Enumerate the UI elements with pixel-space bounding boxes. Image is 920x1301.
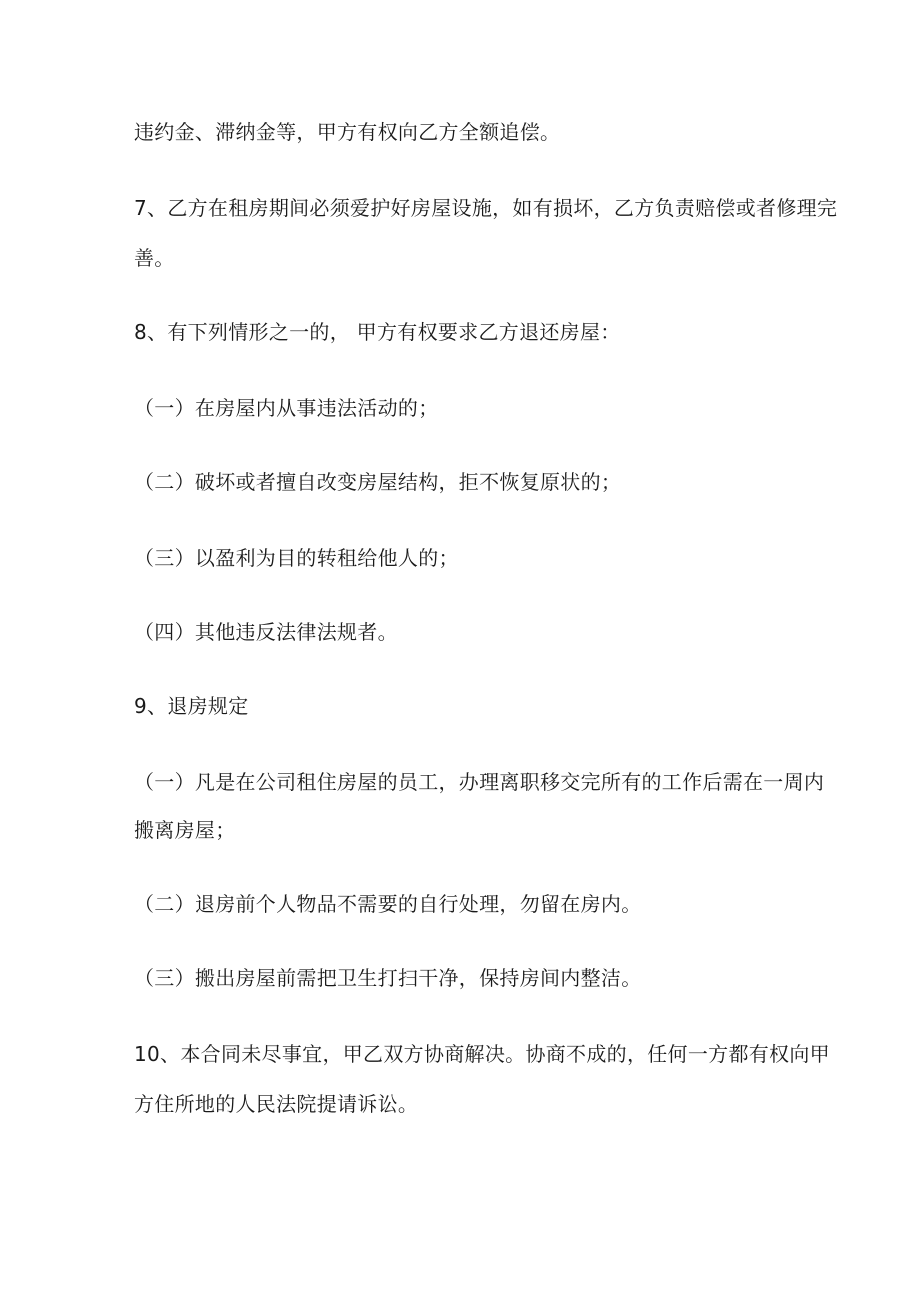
clause-10-line-1: 10、本合同未尽事宜，甲乙双方协商解决。协商不成的，任何一方都有权向甲 (134, 1042, 830, 1066)
clause-7-line-1: 7、乙方在租房期间必须爱护好房屋设施，如有损坏，乙方负责赔偿或者修理完 (134, 196, 838, 220)
clause-9-item-3: （三）搬出房屋前需把卫生打扫干净，保持房间内整洁。 (134, 966, 642, 990)
clause-9-item-1-line-2: 搬离房屋； (134, 818, 236, 842)
paragraph-line-penalty-continuation: 违约金、滞纳金等，甲方有权向乙方全额追偿。 (134, 120, 561, 144)
clause-7-line-2: 善。 (134, 246, 175, 270)
clause-8-item-2: （二）破坏或者擅自改变房屋结构，拒不恢复原状的； (134, 470, 622, 494)
clause-8-item-1: （一）在房屋内从事违法活动的； (134, 396, 439, 420)
clause-9-item-1-line-1: （一）凡是在公司租住房屋的员工，办理离职移交完所有的工作后需在一周内 (134, 770, 825, 794)
clause-8-item-3: （三）以盈利为目的转租给他人的； (134, 546, 459, 570)
clause-9-heading: 9、退房规定 (134, 694, 249, 718)
clause-10-line-2: 方住所地的人民法院提请诉讼。 (134, 1092, 419, 1116)
clause-9-item-2: （二）退房前个人物品不需要的自行处理，勿留在房内。 (134, 892, 642, 916)
clause-8-heading: 8、有下列情形之一的， 甲方有权要求乙方退还房屋： (134, 320, 621, 344)
clause-8-item-4: （四）其他违反法律法规者。 (134, 620, 398, 644)
